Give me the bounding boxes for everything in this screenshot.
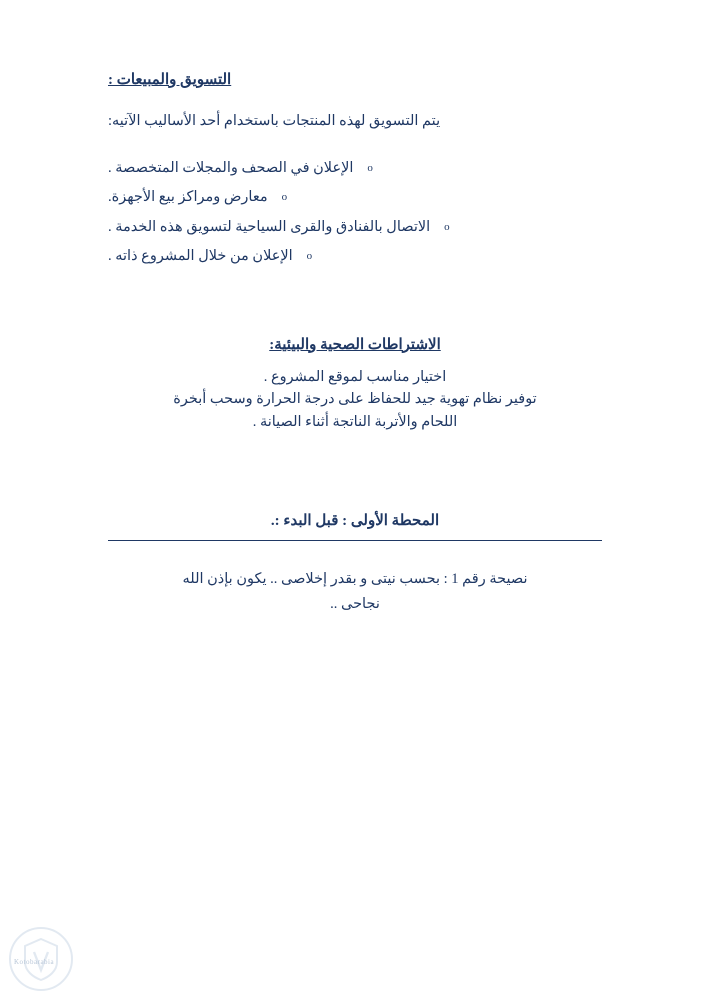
requirements-section — [108, 335, 602, 433]
bullet-circle-icon: o — [281, 191, 288, 204]
list-item — [108, 157, 602, 179]
marketing-bullet-list — [108, 157, 602, 268]
list-item — [108, 245, 602, 267]
marketing-section — [108, 70, 602, 268]
advice-line-2: نجاحى .. — [330, 595, 380, 612]
requirements-line-2: توفير نظام تهوية جيد للحفاظ على درجة الحرارة وسحب أبخرة — [173, 391, 537, 408]
bullet-circle-icon: o — [367, 161, 373, 174]
bullet-circle-icon: o — [444, 220, 450, 233]
horizontal-divider — [108, 540, 602, 541]
section-spacer — [108, 433, 602, 511]
list-item-label: معارض ومراكز بيع الأجهزة. — [108, 189, 268, 206]
list-item-label: الإعلان في الصحف والمجلات المتخصصة . — [108, 159, 354, 176]
watermark-label: Kotobarabia — [14, 958, 55, 966]
requirements-line-3: اللحام والأتربة الناتجة أثناء الصيانة . — [252, 413, 458, 430]
bullet-circle-icon: o — [306, 250, 313, 263]
document-content — [0, 70, 707, 616]
marketing-heading: التسويق والمبيعات : — [108, 72, 232, 88]
milestone-section — [108, 511, 602, 616]
list-item-label: الإعلان من خلال المشروع ذاته . — [108, 248, 293, 265]
list-item-label: الاتصال بالفنادق والقرى السياحية لتسويق هذه الخدمة . — [108, 218, 431, 235]
milestone-title: المحطة الأولى : قبل البدء :. — [270, 513, 440, 530]
marketing-intro: يتم التسويق لهذه المنتجات باستخدام أحد الأساليب الآتيه: — [108, 113, 441, 129]
section-spacer — [108, 275, 602, 335]
advice-line-1: نصيحة رقم 1 : بحسب نيتى و بقدر إخلاصى .. يكون بإذن الله — [182, 571, 528, 588]
requirements-line-1: اختيار مناسب لموقع المشروع . — [263, 368, 447, 385]
list-item — [108, 186, 602, 208]
requirements-heading: الاشتراطات الصحية والبيئية: — [269, 336, 441, 353]
list-item — [108, 216, 602, 238]
